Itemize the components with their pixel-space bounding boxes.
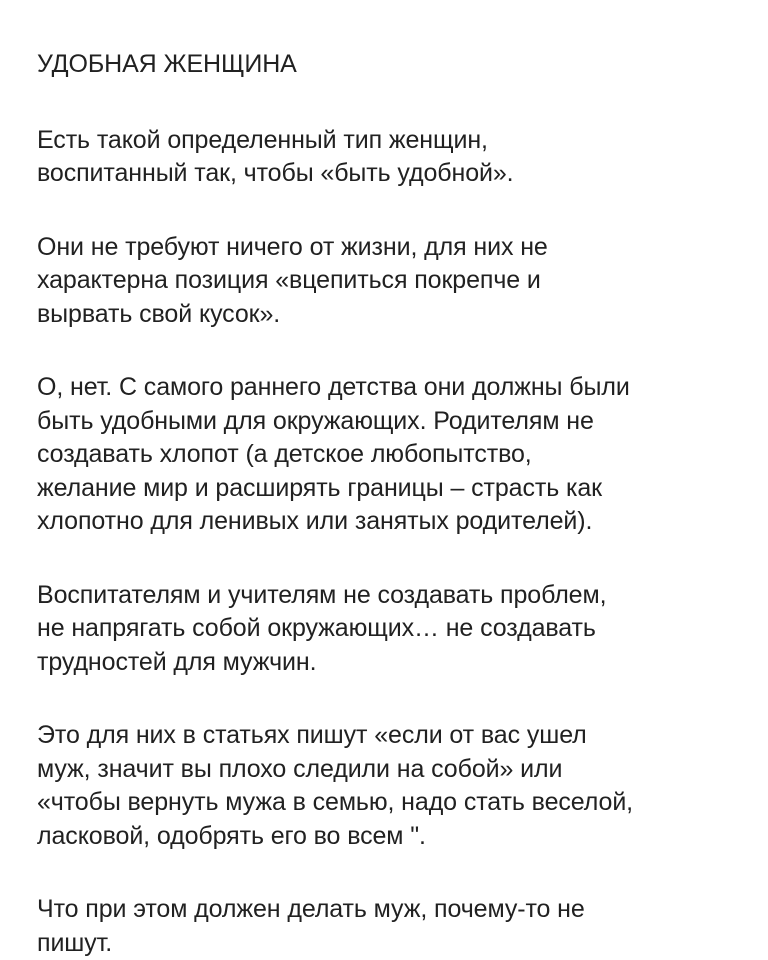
paragraph-line: воспитанный так, чтобы «быть удобной». bbox=[37, 159, 514, 187]
paragraph-3 bbox=[37, 371, 749, 539]
paragraph-line: не напрягать собой окружающих… не создавать bbox=[37, 614, 596, 642]
paragraph-line: О, нет. С самого раннего детства они должны были bbox=[37, 373, 630, 401]
document-title: УДОБНАЯ ЖЕНЩИНА bbox=[37, 50, 297, 78]
paragraph-line: характерна позиция «вцепиться покрепче и bbox=[37, 266, 541, 294]
paragraph-line: Есть такой определенный тип женщин, bbox=[37, 125, 488, 154]
paragraph-line: быть удобными для окружающих. Родителям не bbox=[37, 406, 594, 435]
paragraph-5 bbox=[37, 719, 749, 853]
paragraph-line: желание мир и расширять границы – страсть как bbox=[37, 473, 603, 502]
paragraph-line: «чтобы вернуть мужа в семью, надо стать веселой, bbox=[37, 788, 634, 816]
paragraph-line: ласковой, одобрять его во всем ". bbox=[37, 821, 426, 850]
document-page bbox=[37, 48, 749, 960]
paragraph-1 bbox=[37, 124, 749, 191]
paragraph-line: муж, значит вы плохо следили на собой» или bbox=[37, 754, 563, 783]
paragraph-line: вырвать свой кусок». bbox=[37, 299, 281, 328]
paragraph-line: Они не требуют ничего от жизни, для них не bbox=[37, 232, 548, 261]
paragraph-line: Воспитателям и учителям не создавать проблем, bbox=[37, 580, 607, 609]
paragraph-line: пишут. bbox=[37, 928, 113, 957]
paragraph-line: трудностей для мужчин. bbox=[37, 647, 317, 676]
paragraph-line: Что при этом должен делать муж, почему-то не bbox=[37, 895, 585, 923]
paragraph-line: создавать хлопот (а детское любопытство, bbox=[37, 440, 532, 468]
paragraph-line: Это для них в статьях пишут «если от вас ушел bbox=[37, 721, 587, 749]
paragraph-2 bbox=[37, 231, 749, 332]
paragraph-6 bbox=[37, 893, 749, 960]
paragraph-4 bbox=[37, 579, 749, 680]
paragraph-line: хлопотно для ленивых или занятых родителей). bbox=[37, 507, 593, 535]
